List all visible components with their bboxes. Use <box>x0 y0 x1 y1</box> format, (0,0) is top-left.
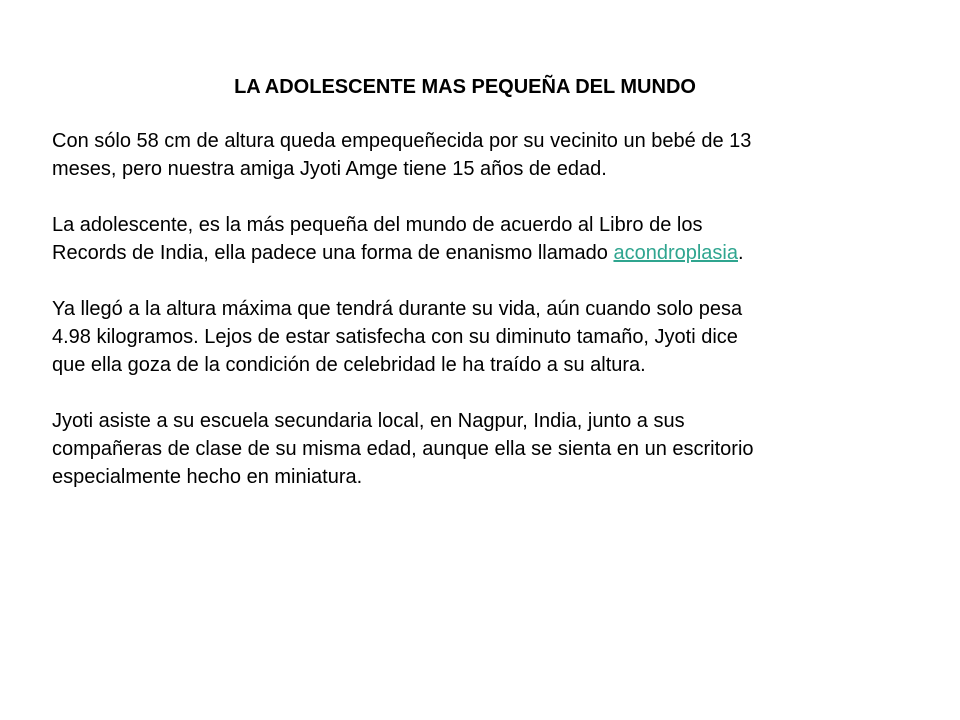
paragraph-intro <box>52 127 912 183</box>
paragraph-text: Records de India, ella padece una forma de enanismo llamado <box>52 242 614 264</box>
paragraph-line-with-link <box>52 239 912 267</box>
paragraph-line: Jyoti asiste a su escuela secundaria local, en Nagpur, India, junto a sus <box>52 410 685 432</box>
paragraph-text: . <box>738 242 744 264</box>
paragraph-line: que ella goza de la condición de celebridad le ha traído a su altura. <box>52 354 646 376</box>
acondroplasia-link[interactable]: acondroplasia <box>613 242 738 264</box>
paragraph-record <box>52 211 912 267</box>
paragraph-height <box>52 295 912 379</box>
paragraph-school <box>52 407 912 491</box>
paragraph-line: Ya llegó a la altura máxima que tendrá durante su vida, aún cuando solo pesa <box>52 298 743 320</box>
paragraph-line: 4.98 kilogramos. Lejos de estar satisfecha con su diminuto tamaño, Jyoti dice <box>52 326 738 348</box>
paragraph-line: especialmente hecho en miniatura. <box>52 466 363 488</box>
paragraph-line: compañeras de clase de su misma edad, aunque ella se sienta en un escritorio <box>52 438 754 460</box>
paragraph-line: La adolescente, es la más pequeña del mundo de acuerdo al Libro de los <box>52 214 703 236</box>
paragraph-line: Con sólo 58 cm de altura queda empequeñecida por su vecinito un bebé de 13 <box>52 130 752 152</box>
slide-body <box>52 127 912 519</box>
paragraph-line: meses, pero nuestra amiga Jyoti Amge tiene 15 años de edad. <box>52 158 607 180</box>
slide-title: LA ADOLESCENTE MAS PEQUEÑA DEL MUNDO <box>234 76 696 98</box>
